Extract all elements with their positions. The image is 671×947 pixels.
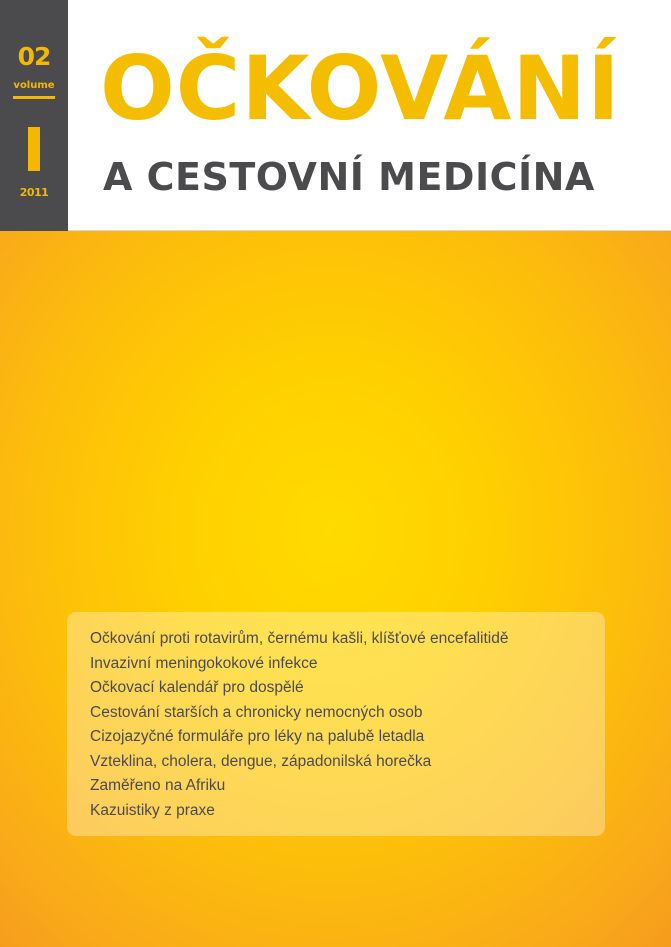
topic-item: Vzteklina, cholera, dengue, západonilská horečka <box>90 752 432 770</box>
topic-item: Cestování starších a chronicky nemocných osob <box>90 703 423 721</box>
cover-header <box>0 0 671 231</box>
volume-number-glyph <box>28 127 40 171</box>
sidebar-divider <box>13 96 55 99</box>
magazine-subtitle: A CESTOVNÍ MEDICÍNA <box>103 155 595 199</box>
topic-item: Cizojazyčné formuláře pro léky na palubě letadla <box>90 728 425 745</box>
topic-item: Očkování proti rotavirům, černému kašli, klíšťové encefalitidě <box>90 630 509 647</box>
topic-item: Invazivní meningokokové infekce <box>90 654 318 672</box>
topics-panel <box>67 612 605 836</box>
topic-item: Kazuistiky z praxe <box>90 801 215 819</box>
topics-list <box>90 627 605 823</box>
magazine-title: OČKOVÁNÍ <box>100 37 621 140</box>
topic-item: Zaměřeno na Afriku <box>90 777 226 794</box>
cover-background <box>0 231 671 947</box>
topic-item: Očkovací kalendář pro dospělé <box>90 679 304 696</box>
volume-label: volume <box>13 80 55 91</box>
issue-sidebar <box>0 0 68 231</box>
issue-number: 02 <box>17 42 51 71</box>
issue-year: 2011 <box>19 186 49 199</box>
